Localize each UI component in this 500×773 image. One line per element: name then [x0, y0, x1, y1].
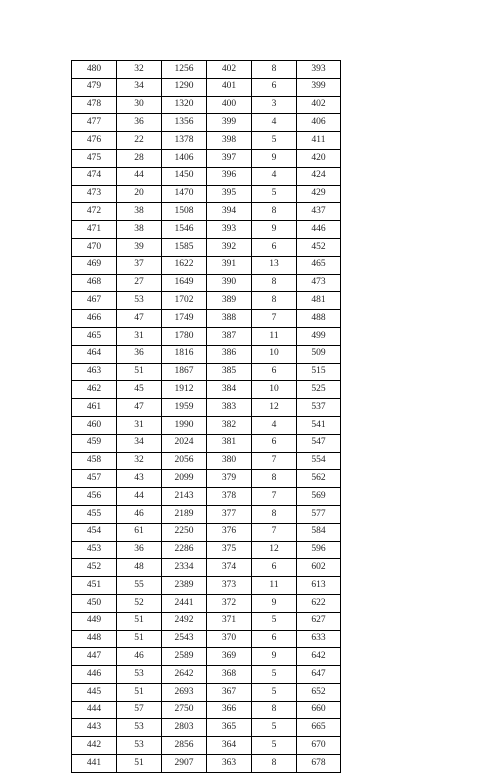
cumulative-count-b-cell: 437 — [297, 203, 341, 221]
score-cell: 468 — [72, 274, 117, 292]
count-cell: 39 — [117, 238, 162, 256]
count-cell: 43 — [117, 470, 162, 488]
count-cell: 51 — [117, 630, 162, 648]
table-row — [72, 541, 341, 559]
cumulative-count-b-cell: 596 — [297, 541, 341, 559]
count-cell: 53 — [117, 292, 162, 310]
count-b-cell: 5 — [252, 185, 297, 203]
count-b-cell: 4 — [252, 114, 297, 132]
cumulative-count-cell: 2024 — [162, 434, 207, 452]
cumulative-count-b-cell: 399 — [297, 78, 341, 96]
score-cell: 449 — [72, 612, 117, 630]
cumulative-count-b-cell: 584 — [297, 523, 341, 541]
score-b-cell: 393 — [207, 221, 252, 239]
count-b-cell: 9 — [252, 648, 297, 666]
cumulative-count-b-cell: 613 — [297, 577, 341, 595]
cumulative-count-b-cell: 569 — [297, 488, 341, 506]
count-b-cell: 6 — [252, 434, 297, 452]
count-cell: 37 — [117, 256, 162, 274]
count-cell: 51 — [117, 612, 162, 630]
count-cell: 22 — [117, 132, 162, 150]
score-cell: 465 — [72, 327, 117, 345]
cumulative-count-b-cell: 488 — [297, 310, 341, 328]
cumulative-count-b-cell: 499 — [297, 327, 341, 345]
score-b-cell: 370 — [207, 630, 252, 648]
cumulative-count-cell: 1320 — [162, 96, 207, 114]
cumulative-count-b-cell: 452 — [297, 238, 341, 256]
cumulative-count-cell: 1256 — [162, 61, 207, 79]
cumulative-count-b-cell: 554 — [297, 452, 341, 470]
count-cell: 36 — [117, 541, 162, 559]
count-b-cell: 8 — [252, 701, 297, 719]
count-b-cell: 9 — [252, 149, 297, 167]
score-cell: 441 — [72, 755, 117, 773]
count-cell: 53 — [117, 666, 162, 684]
table-row — [72, 488, 341, 506]
count-b-cell: 10 — [252, 345, 297, 363]
cumulative-count-b-cell: 633 — [297, 630, 341, 648]
cumulative-count-b-cell: 420 — [297, 149, 341, 167]
count-cell: 47 — [117, 399, 162, 417]
cumulative-count-b-cell: 402 — [297, 96, 341, 114]
table-row — [72, 755, 341, 773]
score-cell: 458 — [72, 452, 117, 470]
score-b-cell: 376 — [207, 523, 252, 541]
table-row — [72, 203, 341, 221]
score-b-cell: 388 — [207, 310, 252, 328]
count-b-cell: 5 — [252, 683, 297, 701]
count-cell: 46 — [117, 505, 162, 523]
table-row — [72, 612, 341, 630]
score-cell: 457 — [72, 470, 117, 488]
score-b-cell: 381 — [207, 434, 252, 452]
cumulative-count-cell: 1749 — [162, 310, 207, 328]
cumulative-count-b-cell: 515 — [297, 363, 341, 381]
cumulative-count-cell: 1990 — [162, 416, 207, 434]
score-cell: 472 — [72, 203, 117, 221]
table-row — [72, 416, 341, 434]
table-row — [72, 292, 341, 310]
score-b-cell: 372 — [207, 594, 252, 612]
count-b-cell: 5 — [252, 666, 297, 684]
score-cell: 473 — [72, 185, 117, 203]
score-cell: 442 — [72, 737, 117, 755]
cumulative-count-cell: 2189 — [162, 505, 207, 523]
count-b-cell: 7 — [252, 452, 297, 470]
score-b-cell: 386 — [207, 345, 252, 363]
score-cell: 479 — [72, 78, 117, 96]
count-b-cell: 6 — [252, 78, 297, 96]
cumulative-count-b-cell: 647 — [297, 666, 341, 684]
table-row — [72, 577, 341, 595]
score-cell: 452 — [72, 559, 117, 577]
score-b-cell: 402 — [207, 61, 252, 79]
cumulative-count-b-cell: 670 — [297, 737, 341, 755]
count-b-cell: 9 — [252, 594, 297, 612]
score-cell: 459 — [72, 434, 117, 452]
cumulative-count-b-cell: 665 — [297, 719, 341, 737]
cumulative-count-b-cell: 562 — [297, 470, 341, 488]
cumulative-count-cell: 1780 — [162, 327, 207, 345]
cumulative-count-cell: 1378 — [162, 132, 207, 150]
score-cell: 461 — [72, 399, 117, 417]
cumulative-count-cell: 2543 — [162, 630, 207, 648]
score-b-cell: 387 — [207, 327, 252, 345]
score-cell: 447 — [72, 648, 117, 666]
score-cell: 444 — [72, 701, 117, 719]
count-b-cell: 5 — [252, 719, 297, 737]
table-row — [72, 648, 341, 666]
count-cell: 52 — [117, 594, 162, 612]
score-b-cell: 375 — [207, 541, 252, 559]
cumulative-count-b-cell: 411 — [297, 132, 341, 150]
count-b-cell: 8 — [252, 61, 297, 79]
cumulative-count-cell: 2750 — [162, 701, 207, 719]
table-row — [72, 61, 341, 79]
count-b-cell: 11 — [252, 577, 297, 595]
cumulative-count-b-cell: 678 — [297, 755, 341, 773]
count-cell: 30 — [117, 96, 162, 114]
cumulative-count-cell: 2250 — [162, 523, 207, 541]
score-b-cell: 396 — [207, 167, 252, 185]
count-b-cell: 9 — [252, 221, 297, 239]
table-row — [72, 559, 341, 577]
cumulative-count-cell: 1649 — [162, 274, 207, 292]
score-cell: 451 — [72, 577, 117, 595]
score-cell: 453 — [72, 541, 117, 559]
cumulative-count-cell: 1290 — [162, 78, 207, 96]
score-b-cell: 377 — [207, 505, 252, 523]
cumulative-count-cell: 1912 — [162, 381, 207, 399]
score-b-cell: 378 — [207, 488, 252, 506]
table-row — [72, 132, 341, 150]
count-cell: 55 — [117, 577, 162, 595]
score-cell: 464 — [72, 345, 117, 363]
count-b-cell: 12 — [252, 399, 297, 417]
score-b-cell: 399 — [207, 114, 252, 132]
count-b-cell: 3 — [252, 96, 297, 114]
cumulative-count-b-cell: 622 — [297, 594, 341, 612]
cumulative-count-cell: 2441 — [162, 594, 207, 612]
score-b-cell: 394 — [207, 203, 252, 221]
table-row — [72, 274, 341, 292]
score-cell: 466 — [72, 310, 117, 328]
table-row — [72, 630, 341, 648]
cumulative-count-cell: 2143 — [162, 488, 207, 506]
cumulative-count-b-cell: 465 — [297, 256, 341, 274]
score-b-cell: 380 — [207, 452, 252, 470]
score-b-cell: 371 — [207, 612, 252, 630]
count-b-cell: 8 — [252, 755, 297, 773]
count-cell: 31 — [117, 416, 162, 434]
count-cell: 36 — [117, 345, 162, 363]
score-cell: 454 — [72, 523, 117, 541]
cumulative-count-cell: 2056 — [162, 452, 207, 470]
table-row — [72, 363, 341, 381]
score-b-cell: 363 — [207, 755, 252, 773]
table-row — [72, 221, 341, 239]
cumulative-count-b-cell: 446 — [297, 221, 341, 239]
count-cell: 57 — [117, 701, 162, 719]
count-cell: 53 — [117, 737, 162, 755]
count-b-cell: 7 — [252, 310, 297, 328]
cumulative-count-cell: 2907 — [162, 755, 207, 773]
table-row — [72, 523, 341, 541]
table-row — [72, 310, 341, 328]
table-row — [72, 719, 341, 737]
count-cell: 46 — [117, 648, 162, 666]
cumulative-count-cell: 1356 — [162, 114, 207, 132]
score-b-cell: 367 — [207, 683, 252, 701]
table-row — [72, 149, 341, 167]
table-row — [72, 399, 341, 417]
cumulative-count-b-cell: 393 — [297, 61, 341, 79]
count-b-cell: 11 — [252, 327, 297, 345]
count-b-cell: 8 — [252, 292, 297, 310]
score-cell: 477 — [72, 114, 117, 132]
score-b-cell: 398 — [207, 132, 252, 150]
score-cell: 478 — [72, 96, 117, 114]
table-row — [72, 256, 341, 274]
cumulative-count-b-cell: 509 — [297, 345, 341, 363]
table-row — [72, 701, 341, 719]
score-table-body — [72, 61, 341, 773]
count-cell: 44 — [117, 167, 162, 185]
cumulative-count-b-cell: 525 — [297, 381, 341, 399]
count-cell: 28 — [117, 149, 162, 167]
count-cell: 27 — [117, 274, 162, 292]
score-b-cell: 389 — [207, 292, 252, 310]
score-b-cell: 401 — [207, 78, 252, 96]
count-b-cell: 8 — [252, 505, 297, 523]
cumulative-count-b-cell: 473 — [297, 274, 341, 292]
count-cell: 32 — [117, 61, 162, 79]
score-b-cell: 397 — [207, 149, 252, 167]
count-b-cell: 7 — [252, 523, 297, 541]
score-b-cell: 373 — [207, 577, 252, 595]
cumulative-count-b-cell: 537 — [297, 399, 341, 417]
count-cell: 51 — [117, 683, 162, 701]
count-cell: 45 — [117, 381, 162, 399]
score-cell: 443 — [72, 719, 117, 737]
score-cell: 476 — [72, 132, 117, 150]
count-b-cell: 8 — [252, 203, 297, 221]
score-b-cell: 374 — [207, 559, 252, 577]
table-row — [72, 683, 341, 701]
count-cell: 38 — [117, 221, 162, 239]
count-b-cell: 8 — [252, 470, 297, 488]
count-cell: 20 — [117, 185, 162, 203]
count-cell: 31 — [117, 327, 162, 345]
count-b-cell: 5 — [252, 132, 297, 150]
cumulative-count-b-cell: 602 — [297, 559, 341, 577]
count-cell: 51 — [117, 363, 162, 381]
score-b-cell: 392 — [207, 238, 252, 256]
cumulative-count-b-cell: 424 — [297, 167, 341, 185]
table-row — [72, 114, 341, 132]
count-b-cell: 4 — [252, 167, 297, 185]
count-b-cell: 7 — [252, 488, 297, 506]
cumulative-count-cell: 1450 — [162, 167, 207, 185]
cumulative-count-cell: 1816 — [162, 345, 207, 363]
cumulative-count-b-cell: 642 — [297, 648, 341, 666]
count-cell: 36 — [117, 114, 162, 132]
cumulative-count-cell: 2642 — [162, 666, 207, 684]
cumulative-count-cell: 2334 — [162, 559, 207, 577]
score-b-cell: 391 — [207, 256, 252, 274]
cumulative-count-cell: 2389 — [162, 577, 207, 595]
count-b-cell: 12 — [252, 541, 297, 559]
table-row — [72, 345, 341, 363]
cumulative-count-cell: 1546 — [162, 221, 207, 239]
score-b-cell: 382 — [207, 416, 252, 434]
score-b-cell: 384 — [207, 381, 252, 399]
count-cell: 53 — [117, 719, 162, 737]
count-b-cell: 5 — [252, 737, 297, 755]
count-cell: 61 — [117, 523, 162, 541]
count-b-cell: 10 — [252, 381, 297, 399]
table-row — [72, 327, 341, 345]
count-cell: 44 — [117, 488, 162, 506]
count-cell: 32 — [117, 452, 162, 470]
table-row — [72, 594, 341, 612]
score-b-cell: 366 — [207, 701, 252, 719]
score-cell: 475 — [72, 149, 117, 167]
score-b-cell: 379 — [207, 470, 252, 488]
count-cell: 38 — [117, 203, 162, 221]
score-cell: 469 — [72, 256, 117, 274]
cumulative-count-b-cell: 547 — [297, 434, 341, 452]
cumulative-count-b-cell: 429 — [297, 185, 341, 203]
cumulative-count-b-cell: 577 — [297, 505, 341, 523]
count-cell: 34 — [117, 78, 162, 96]
score-cell: 462 — [72, 381, 117, 399]
table-row — [72, 96, 341, 114]
score-cell: 446 — [72, 666, 117, 684]
score-cell: 463 — [72, 363, 117, 381]
cumulative-count-b-cell: 541 — [297, 416, 341, 434]
score-cell: 448 — [72, 630, 117, 648]
score-cell: 456 — [72, 488, 117, 506]
score-b-cell: 385 — [207, 363, 252, 381]
cumulative-count-cell: 2693 — [162, 683, 207, 701]
table-row — [72, 737, 341, 755]
score-b-cell: 390 — [207, 274, 252, 292]
table-row — [72, 381, 341, 399]
score-cell: 474 — [72, 167, 117, 185]
score-b-cell: 368 — [207, 666, 252, 684]
cumulative-count-b-cell: 652 — [297, 683, 341, 701]
cumulative-count-cell: 1867 — [162, 363, 207, 381]
score-cell: 450 — [72, 594, 117, 612]
cumulative-count-cell: 2492 — [162, 612, 207, 630]
table-row — [72, 185, 341, 203]
count-b-cell: 6 — [252, 363, 297, 381]
score-cell: 455 — [72, 505, 117, 523]
cumulative-count-cell: 1585 — [162, 238, 207, 256]
count-b-cell: 6 — [252, 238, 297, 256]
score-cell: 480 — [72, 61, 117, 79]
score-cell: 470 — [72, 238, 117, 256]
count-b-cell: 13 — [252, 256, 297, 274]
count-b-cell: 8 — [252, 274, 297, 292]
count-b-cell: 6 — [252, 559, 297, 577]
score-table — [71, 60, 341, 773]
score-b-cell: 400 — [207, 96, 252, 114]
cumulative-count-cell: 1508 — [162, 203, 207, 221]
count-cell: 34 — [117, 434, 162, 452]
score-b-cell: 365 — [207, 719, 252, 737]
cumulative-count-cell: 1959 — [162, 399, 207, 417]
score-cell: 467 — [72, 292, 117, 310]
score-cell: 445 — [72, 683, 117, 701]
score-b-cell: 369 — [207, 648, 252, 666]
cumulative-count-b-cell: 627 — [297, 612, 341, 630]
count-b-cell: 6 — [252, 630, 297, 648]
cumulative-count-cell: 2856 — [162, 737, 207, 755]
table-row — [72, 505, 341, 523]
cumulative-count-b-cell: 481 — [297, 292, 341, 310]
cumulative-count-cell: 2589 — [162, 648, 207, 666]
table-row — [72, 666, 341, 684]
cumulative-count-cell: 2803 — [162, 719, 207, 737]
score-b-cell: 395 — [207, 185, 252, 203]
count-b-cell: 4 — [252, 416, 297, 434]
cumulative-count-b-cell: 406 — [297, 114, 341, 132]
table-row — [72, 167, 341, 185]
table-row — [72, 452, 341, 470]
score-cell: 460 — [72, 416, 117, 434]
table-row — [72, 434, 341, 452]
cumulative-count-cell: 2099 — [162, 470, 207, 488]
cumulative-count-cell: 2286 — [162, 541, 207, 559]
count-cell: 47 — [117, 310, 162, 328]
cumulative-count-cell: 1702 — [162, 292, 207, 310]
table-row — [72, 470, 341, 488]
count-cell: 48 — [117, 559, 162, 577]
cumulative-count-cell: 1406 — [162, 149, 207, 167]
score-cell: 471 — [72, 221, 117, 239]
count-cell: 51 — [117, 755, 162, 773]
cumulative-count-b-cell: 660 — [297, 701, 341, 719]
count-b-cell: 5 — [252, 612, 297, 630]
score-b-cell: 364 — [207, 737, 252, 755]
table-row — [72, 78, 341, 96]
score-b-cell: 383 — [207, 399, 252, 417]
cumulative-count-cell: 1470 — [162, 185, 207, 203]
cumulative-count-cell: 1622 — [162, 256, 207, 274]
table-row — [72, 238, 341, 256]
